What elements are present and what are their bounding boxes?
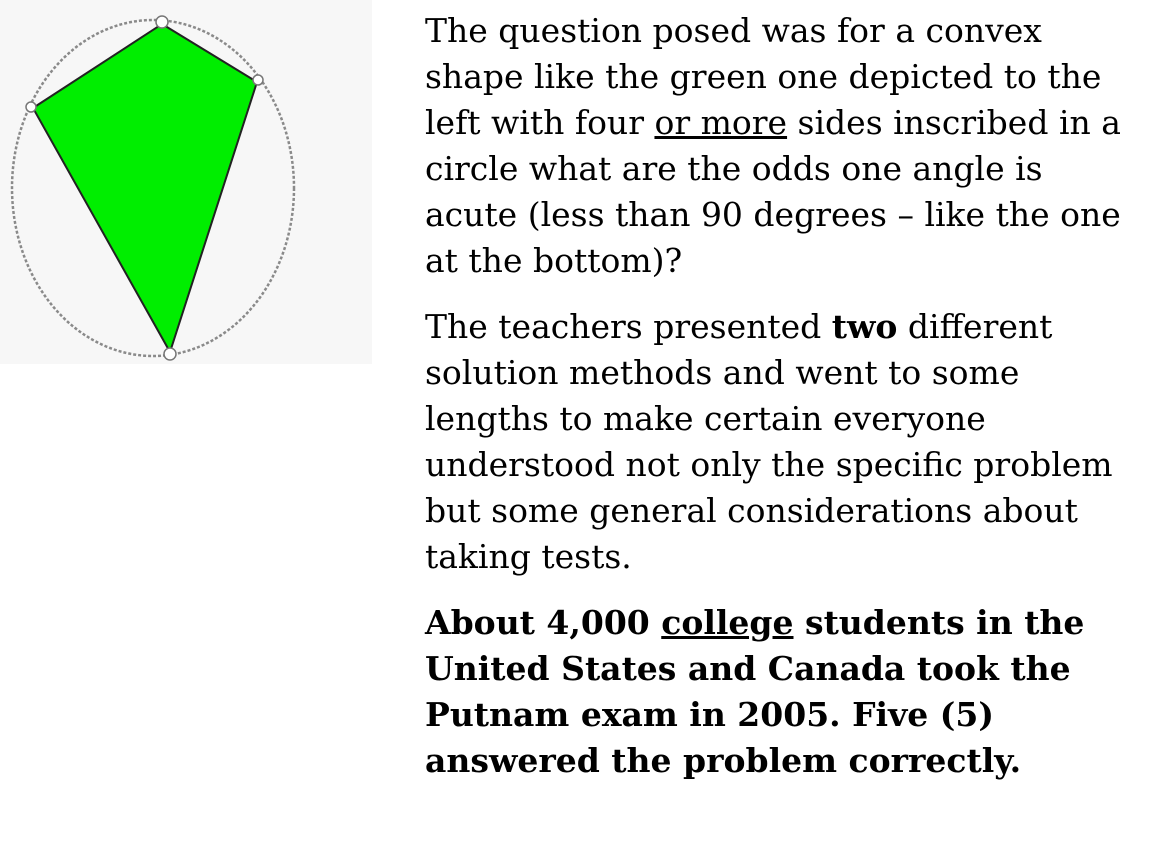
college-underlined: college bbox=[661, 603, 794, 642]
vertex-bottom bbox=[164, 348, 176, 360]
paragraph-putnam bbox=[425, 600, 1145, 784]
putnam-text-start: About 4,000 bbox=[425, 603, 662, 642]
teachers-text-end: different solution methods and went to some lengths to make certain everyone understood not only the specific problem but some general considerations about taking tests. bbox=[425, 307, 1113, 576]
green-quadrilateral bbox=[33, 24, 257, 352]
inscribed-shape-figure bbox=[0, 0, 372, 364]
text-column bbox=[425, 8, 1145, 804]
question-text-start: The question posed was for a convex shape like the green one depicted to the left with four bbox=[425, 11, 1102, 142]
question-text-end: sides inscribed in a circle what are the odds one angle is acute (less than 90 degrees – like the one at the bottom)? bbox=[425, 103, 1121, 280]
putnam-text-end: students in the United States and Canada took the Putnam exam in 2005. Five (5) answered the problem correctly. bbox=[425, 603, 1085, 780]
inscribed-quadrilateral-diagram-icon bbox=[0, 0, 372, 364]
paragraph-teachers bbox=[425, 304, 1145, 580]
paragraph-question bbox=[425, 8, 1145, 284]
teachers-text-start: The teachers presented bbox=[425, 307, 832, 346]
two-bold: two bbox=[831, 307, 898, 346]
vertex-right bbox=[253, 75, 263, 85]
vertex-top bbox=[156, 16, 168, 28]
vertex-left bbox=[26, 102, 36, 112]
or-more-underlined: or more bbox=[654, 103, 788, 142]
